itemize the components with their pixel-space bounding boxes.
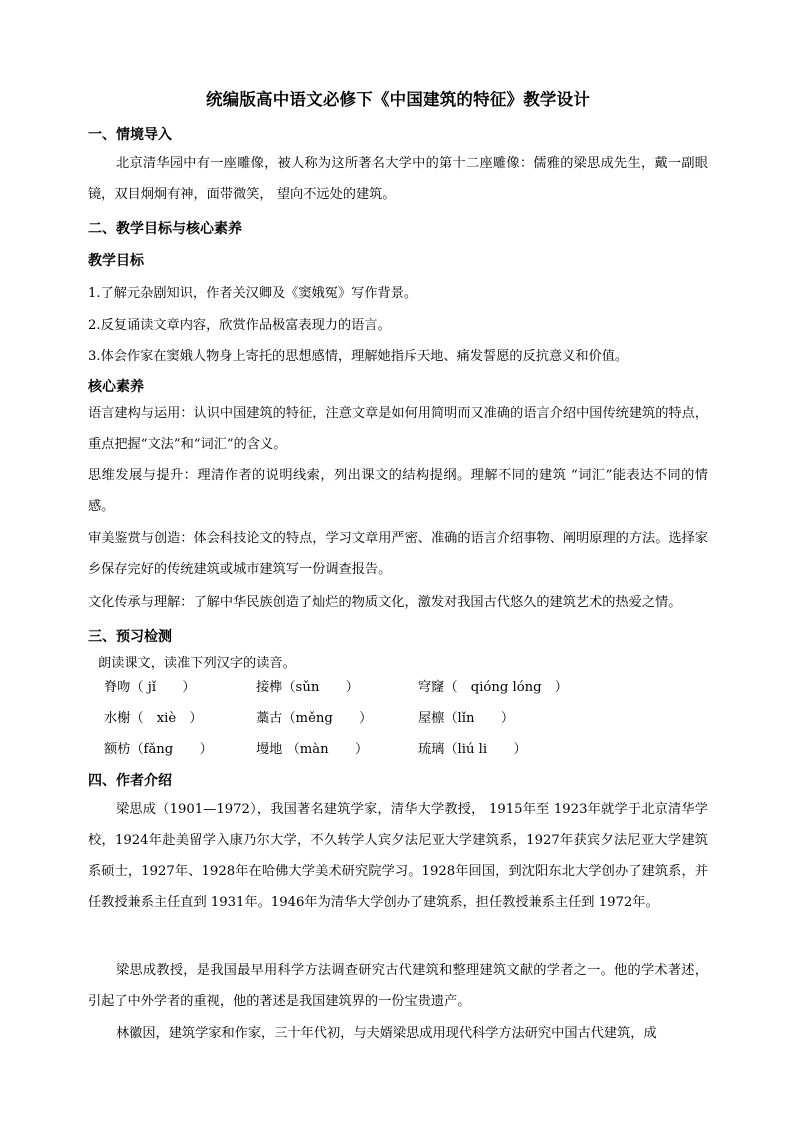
core-literacy-item: 语言建构与运用：认识中国建筑的特征，注意文章是如何用简明而又准确的语言介绍中国传统建筑的特点，重点把握“文法”和“词汇”的含义。 bbox=[88, 406, 708, 452]
goal-item: 3.体会作家在窦娥人物身上寄托的思想感情，理解她指斥天地、痛发誓愿的反抗意义和价值。 bbox=[88, 349, 629, 364]
subheading-teaching-goals: 教学目标 bbox=[88, 253, 144, 269]
core-literacy-item: 文化传承与理解：了解中华民族创造了灿烂的物质文化，激发对我国古代悠久的建筑艺术的热爱之情。 bbox=[88, 595, 682, 610]
author-paragraph: 梁思成（1901—1972），我国著名建筑学家，清华大学教授， 1915年至 1923年就学于北京清华学校，1924年赴美留学入康乃尔大学，不久转学人宾夕法尼亚大学建筑系，1927年获宾夕法尼亚大学建筑系硕士，1927年、1928年在哈佛大学美术研究院学习。1928年回国，到沈阳东北大学创办了建筑系，并任教授兼系主任直到 1931年。1946年为清华大学创办了建筑系，担任教授兼系主任到 1972年。 bbox=[88, 802, 708, 910]
subheading-core-literacy: 核心素养 bbox=[88, 379, 144, 395]
core-literacy-item: 审美鉴赏与创造：体会科技论文的特点，学习文章用严密、准确的语言介绍事物、阐明原理的方法。选择家乡保存完好的传统建筑或城市建筑写一份调查报告。 bbox=[88, 531, 708, 577]
word-item: 屋檩（lǐn ） bbox=[418, 711, 515, 726]
author-paragraph: 梁思成教授，是我国最早用科学方法调查研究古代建筑和整理建筑文献的学者之一。他的学术著述，引起了中外学者的重视，他的著述是我国建筑界的一份宝贵遗产。 bbox=[88, 963, 708, 1009]
section-heading-goals: 二、教学目标与核心素养 bbox=[88, 221, 242, 237]
word-item: 藁古（měng ） bbox=[256, 711, 373, 726]
word-item: 水榭（ xiè ） bbox=[104, 711, 203, 726]
word-item: 琉璃（liú li ） bbox=[418, 742, 527, 757]
goal-item: 1.了解元杂剧知识，作者关汉卿及《窦娥冤》写作背景。 bbox=[88, 286, 418, 301]
section-heading-intro: 一、情境导入 bbox=[88, 127, 172, 143]
document-title: 统编版高中语文必修下《中国建筑的特征》教学设计 bbox=[205, 90, 591, 109]
word-item: 接榫（sǔn ） bbox=[256, 680, 359, 695]
word-item: 脊吻（ jǐ ） bbox=[104, 680, 196, 695]
word-item: 墁地 （màn ） bbox=[256, 742, 369, 757]
word-item: 穹窿（ qióng lóng ） bbox=[418, 680, 568, 695]
author-paragraph: 林徽因，建筑学家和作家，三十年代初，与夫婿梁思成用现代科学方法研究中国古代建筑，成 bbox=[116, 1026, 657, 1041]
word-item: 额枋（fǎng ） bbox=[104, 742, 213, 757]
section-heading-preview: 三、预习检测 bbox=[88, 629, 172, 645]
core-literacy-item: 思维发展与提升：理清作者的说明线索，列出课文的结构提纲。理解不同的建筑 “词汇”能表达不同的情感。 bbox=[88, 468, 708, 514]
preview-instruction: 朗读课文，读准下列汉字的读音。 bbox=[98, 656, 296, 671]
section-heading-author: 四、作者介绍 bbox=[88, 773, 172, 789]
goal-item: 2.反复诵读文章内容，欣赏作品极富表现力的语言。 bbox=[88, 318, 391, 333]
intro-paragraph: 北京清华园中有一座雕像，被人称为这所著名大学中的第十二座雕像：儒雅的梁思成先生，戴一副眼镜，双目炯炯有神，面带微笑， 望向不远处的建筑。 bbox=[88, 156, 708, 202]
